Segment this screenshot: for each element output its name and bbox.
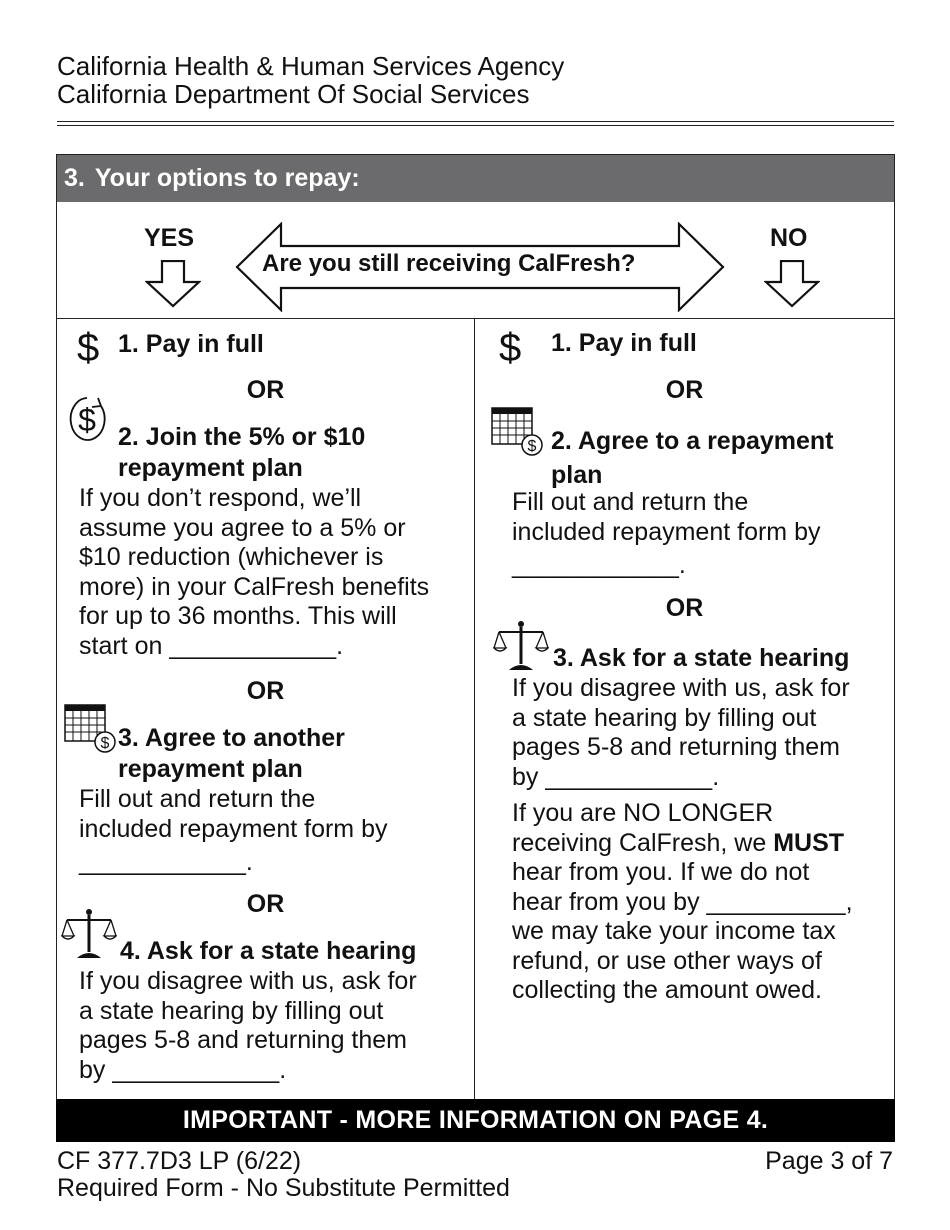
dollar-icon: $: [499, 326, 522, 370]
yes-column: [57, 318, 475, 1100]
left-opt2-body-line: more) in your CalFresh benefits: [79, 572, 430, 601]
must-emphasis: MUST: [773, 828, 845, 857]
section-header: [57, 155, 894, 202]
right-or-2: OR: [665, 594, 704, 622]
left-option-2-line-1: 2. Join the 5% or $10: [118, 423, 366, 451]
svg-text:$: $: [78, 402, 96, 438]
left-or-3: OR: [246, 890, 285, 918]
repay-options-section: [56, 154, 895, 1101]
left-option-3: [118, 723, 345, 785]
no-longer-line: refund, or use other ways of: [512, 946, 822, 975]
calendar-dollar-icon: [491, 407, 543, 457]
right-opt2-body-line: Fill out and return the: [512, 488, 749, 516]
right-or-1: OR: [665, 376, 704, 404]
no-longer-line: hear from you. If we do not: [512, 858, 810, 886]
right-option-2-body: [512, 488, 820, 581]
left-option-1: 1. Pay in full: [118, 330, 264, 358]
scales-icon: [493, 620, 549, 672]
no-longer-line: If you are NO LONGER: [512, 799, 774, 827]
header-rule-top: [57, 121, 894, 122]
page-number: Page 3 of 7: [765, 1147, 893, 1175]
agency-line-1: California Health & Human Services Agency: [57, 51, 565, 81]
no-longer-line-text: receiving CalFresh, we: [512, 828, 774, 857]
svg-text:$: $: [100, 735, 110, 752]
right-option-3: 3. Ask for a state hearing: [553, 644, 850, 672]
right-option-1: 1. Pay in full: [551, 329, 697, 357]
question-row: [57, 202, 894, 319]
right-opt3-body-line: If you disagree with us, ask for: [512, 674, 850, 702]
left-option-2-body: [79, 484, 429, 661]
right-option-3-body: [512, 674, 850, 792]
dollar-icon: $: [77, 326, 100, 370]
left-opt2-body-line: assume you agree to a 5% or: [79, 513, 406, 542]
calendar-dollar-icon: [64, 704, 116, 754]
scales-icon: [61, 908, 117, 960]
left-opt2-body-line: If you don’t respond, we’ll: [79, 484, 362, 512]
form-identifier: [57, 1148, 510, 1202]
form-note: Required Form - No Substitute Permitted: [57, 1174, 510, 1202]
agency-header: [57, 52, 564, 108]
left-opt4-body-line: If you disagree with us, ask for: [79, 967, 417, 995]
down-arrow-no-icon: [764, 260, 820, 308]
right-opt2-body-line: ____________.: [512, 551, 686, 579]
no-longer-line: collecting the amount owed.: [512, 976, 822, 1004]
left-option-2-line-2: repayment plan: [118, 454, 303, 482]
right-opt2-body-line: included repayment form by: [512, 517, 821, 546]
left-opt4-body-line: pages 5-8 and returning them: [79, 1026, 407, 1054]
left-opt4-body-line: a state hearing by filling out: [79, 996, 384, 1025]
form-number: CF 377.7D3 LP (6/22): [57, 1147, 302, 1175]
recurring-dollar-icon: [67, 394, 107, 446]
no-longer-receiving-note: [512, 799, 853, 1006]
left-opt3-body-line: included repayment form by: [79, 814, 388, 843]
left-option-4: 4. Ask for a state hearing: [120, 937, 417, 965]
section-number: 3.: [64, 164, 85, 192]
section-title: Your options to repay:: [94, 164, 360, 192]
left-option-2: [118, 422, 365, 484]
left-opt2-body-line: for up to 36 months. This will: [79, 602, 397, 630]
left-option-3-line-2: repayment plan: [118, 755, 303, 783]
right-opt3-body-line: a state hearing by filling out: [512, 703, 817, 732]
left-or-2: OR: [246, 677, 285, 705]
svg-text:$: $: [527, 438, 537, 455]
left-opt2-body-line: $10 reduction (whichever is: [79, 543, 384, 571]
no-longer-line: [512, 829, 853, 859]
left-or-1: OR: [246, 376, 285, 404]
left-opt3-body-line: Fill out and return the: [79, 785, 316, 813]
left-option-3-line-1: 3. Agree to another: [118, 724, 345, 752]
no-column: [475, 318, 894, 1100]
right-option-2-line-1: 2. Agree to a repayment: [551, 427, 834, 455]
yes-label: YES: [144, 224, 195, 252]
important-banner: IMPORTANT - MORE INFORMATION ON PAGE 4.: [56, 1099, 895, 1142]
down-arrow-yes-icon: [145, 260, 201, 308]
agency-line-2: California Department Of Social Services: [57, 79, 530, 109]
left-option-4-body: [79, 967, 417, 1085]
left-option-3-body: [79, 785, 387, 878]
right-option-2-line-2: plan: [551, 461, 603, 489]
no-longer-line: hear from you by __________,: [512, 887, 853, 916]
left-opt3-body-line: ____________.: [79, 848, 253, 876]
left-opt4-body-line: by ____________.: [79, 1055, 287, 1084]
left-opt2-body-line: start on ____________.: [79, 631, 344, 660]
header-rule-bottom: [57, 125, 894, 126]
no-longer-line: we may take your income tax: [512, 917, 836, 945]
no-label: NO: [770, 224, 808, 252]
question-text: Are you still receiving CalFresh?: [262, 250, 636, 277]
right-option-2: [551, 424, 834, 492]
right-opt3-body-line: by ____________.: [512, 762, 720, 791]
right-opt3-body-line: pages 5-8 and returning them: [512, 733, 840, 761]
